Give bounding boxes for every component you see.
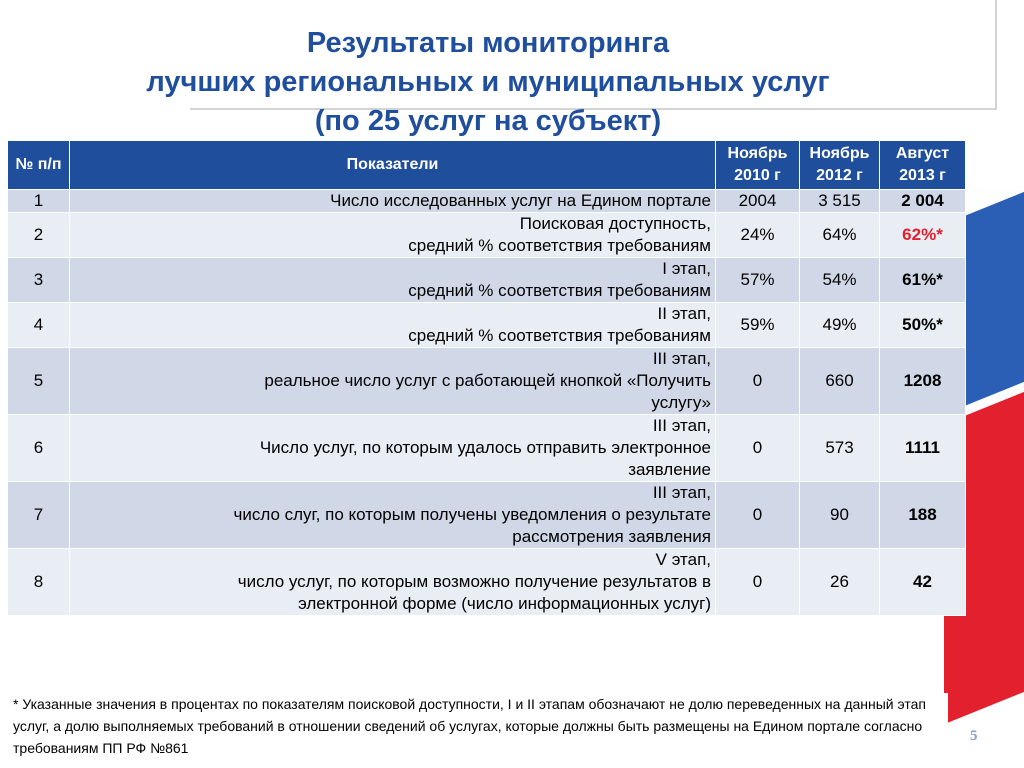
row-indicator bbox=[70, 213, 716, 258]
value-nov-2012: 26 bbox=[800, 549, 880, 616]
row-number: 2 bbox=[8, 213, 70, 258]
table-header-row bbox=[8, 141, 966, 190]
indicator-line: Поисковая доступность, bbox=[519, 214, 711, 233]
indicator-line: число услуг, по которым возможно получение результатов в bbox=[237, 572, 711, 591]
row-number: 5 bbox=[8, 348, 70, 415]
row-indicator bbox=[70, 258, 716, 303]
value-nov-2010: 0 bbox=[716, 482, 800, 549]
value-nov-2010: 0 bbox=[716, 549, 800, 616]
indicator-line: реальное число услуг с работающей кнопкой «Получить bbox=[264, 371, 711, 390]
value-nov-2010: 2004 bbox=[716, 190, 800, 213]
table-row bbox=[8, 303, 966, 348]
row-indicator bbox=[70, 549, 716, 616]
indicator-line: I этап, bbox=[662, 259, 711, 278]
value-nov-2012: 90 bbox=[800, 482, 880, 549]
value-nov-2010: 59% bbox=[716, 303, 800, 348]
side-divider bbox=[995, 0, 997, 110]
value-nov-2010: 0 bbox=[716, 348, 800, 415]
header-num: № п/п bbox=[8, 141, 70, 190]
value-nov-2012: 49% bbox=[800, 303, 880, 348]
indicator-line: услугу» bbox=[651, 393, 711, 412]
indicator-line: III этап, bbox=[652, 349, 711, 368]
table-row bbox=[8, 348, 966, 415]
value-aug-2013: 61%* bbox=[880, 258, 966, 303]
table-row bbox=[8, 190, 966, 213]
row-number: 7 bbox=[8, 482, 70, 549]
row-indicator bbox=[70, 303, 716, 348]
table-row bbox=[8, 258, 966, 303]
indicator-line: Число услуг, по которым удалось отправить электронное bbox=[259, 438, 711, 457]
value-nov-2012: 54% bbox=[800, 258, 880, 303]
row-indicator bbox=[70, 482, 716, 549]
indicator-line: III этап, bbox=[652, 483, 711, 502]
value-nov-2012: 64% bbox=[800, 213, 880, 258]
row-number: 6 bbox=[8, 415, 70, 482]
indicator-line: средний % соответствия требованиям bbox=[408, 281, 711, 300]
value-aug-2013: 188 bbox=[880, 482, 966, 549]
title-line-2: лучших региональных и муниципальных услуг bbox=[146, 66, 830, 98]
table-row bbox=[8, 482, 966, 549]
row-number: 4 bbox=[8, 303, 70, 348]
value-nov-2012: 3 515 bbox=[800, 190, 880, 213]
row-number: 1 bbox=[8, 190, 70, 213]
indicator-line: рассмотрения заявления bbox=[512, 527, 711, 546]
row-indicator bbox=[70, 190, 716, 213]
footnote: * Указанные значения в процентах по показателям поисковой доступности, I и II этапам обозначают не долю переведенных на данный этап услуг, а долю выполняемых требований в отношении сведений об услугах, которые должны быть размещены на Едином портале согласно требованиям ПП РФ №861 bbox=[13, 693, 948, 759]
header-indicator: Показатели bbox=[70, 141, 716, 190]
row-indicator bbox=[70, 348, 716, 415]
indicator-line: заявление bbox=[628, 460, 711, 479]
table-row bbox=[8, 415, 966, 482]
row-number: 3 bbox=[8, 258, 70, 303]
value-aug-2013: 42 bbox=[880, 549, 966, 616]
value-nov-2012: 573 bbox=[800, 415, 880, 482]
table-row bbox=[8, 549, 966, 616]
value-nov-2010: 0 bbox=[716, 415, 800, 482]
value-nov-2012: 660 bbox=[800, 348, 880, 415]
row-indicator bbox=[70, 415, 716, 482]
indicator-line: число слуг, по которым получены уведомления о результате bbox=[233, 505, 711, 524]
indicator-line: III этап, bbox=[652, 416, 711, 435]
title-line-1: Результаты мониторинга bbox=[306, 27, 670, 59]
indicator-line: электронной форме (число информационных услуг) bbox=[298, 594, 711, 613]
title-line-3: (по 25 услуг на субъект) bbox=[314, 105, 662, 137]
table-row bbox=[8, 213, 966, 258]
value-aug-2013: 2 004 bbox=[880, 190, 966, 213]
indicator-line: V этап, bbox=[655, 550, 711, 569]
value-nov-2010: 57% bbox=[716, 258, 800, 303]
value-aug-2013: 62%* bbox=[880, 213, 966, 258]
value-aug-2013: 1208 bbox=[880, 348, 966, 415]
page-number: 5 bbox=[970, 728, 978, 744]
value-nov-2010: 24% bbox=[716, 213, 800, 258]
value-aug-2013: 50%* bbox=[880, 303, 966, 348]
header-nov-2012: Ноябрь 2012 г bbox=[800, 141, 880, 190]
results-table bbox=[7, 140, 966, 616]
indicator-line: средний % соответствия требованиям bbox=[408, 236, 711, 255]
header-aug-2013: Август 2013 г bbox=[880, 141, 966, 190]
slide-title bbox=[60, 24, 916, 141]
indicator-line: средний % соответствия требованиям bbox=[408, 326, 711, 345]
value-aug-2013: 1111 bbox=[880, 415, 966, 482]
header-nov-2010: Ноябрь 2010 г bbox=[716, 141, 800, 190]
row-number: 8 bbox=[8, 549, 70, 616]
indicator-line: Число исследованных услуг на Едином портале bbox=[330, 191, 711, 210]
indicator-line: II этап, bbox=[657, 304, 711, 323]
